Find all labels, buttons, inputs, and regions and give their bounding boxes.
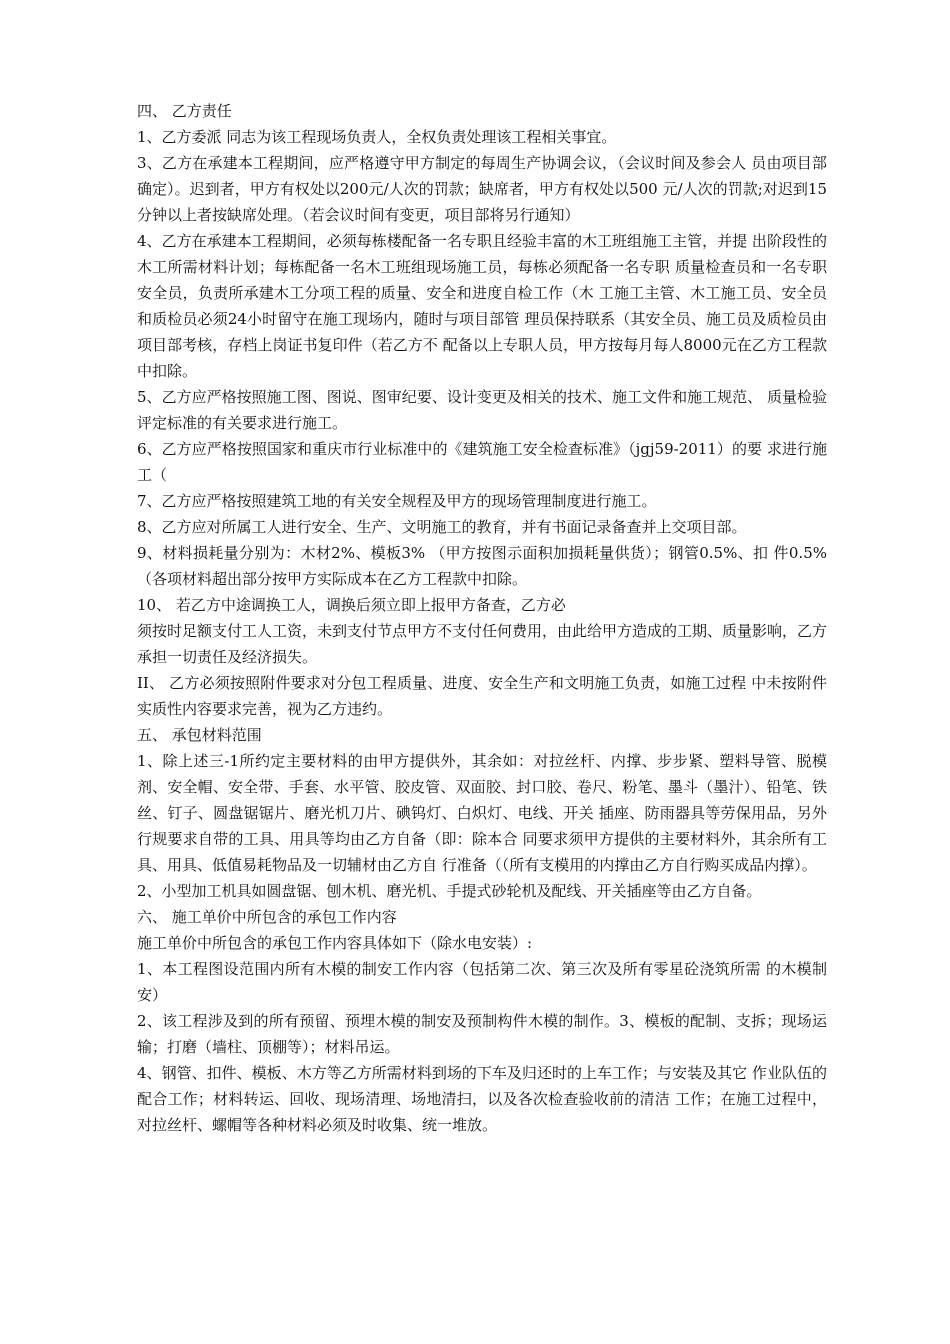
- section-4-item-10: 10、 若乙方中途调换工人，调换后须立即上报甲方备查，乙方必: [137, 596, 566, 614]
- section-6-item-2: 2、该工程涉及到的所有预留、预埋木模的制安及预制构件木模的制作。3、模板的配制、支拆；现场运输；打磨（墙柱、顶棚等）；材料吊运。: [137, 1012, 827, 1056]
- section-6-item-4: 4、钢管、扣件、模板、木方等乙方所需材料到场的下车及归还时的上车工作；与安装及其它 作业队伍的配合工作；材料转运、回收、现场清理、场地清扫，以及各次检查验收前的清洁 工作；在施工过程中，对拉丝杆、螺帽等各种材料必须及时收集、统一堆放。: [137, 1064, 827, 1134]
- section-4-heading: 四、 乙方责任: [137, 102, 232, 120]
- section-6-item-1: 1、本工程图设范围内所有木模的制安工作内容（包括第二次、第三次及所有零星砼浇筑所需 的木模制安）: [137, 960, 827, 1004]
- section-6-heading: 六、 施工单价中所包含的承包工作内容: [137, 908, 397, 926]
- section-5-item-1: 1、除上述三-1所约定主要材料的由甲方提供外，其余如：对拉丝杆、内撑、步步紧、塑料导管、脱模剂、安全帽、安全带、手套、水平管、胶皮管、双面胶、封口胶、卷尺、粉笔、墨斗（墨汁）、铅笔、铁丝、钉子、圆盘锯锯片、磨光机刀片、碘钨灯、白炽灯、电线、开关 插座、防雨器具等劳保用品，另外行规要求自带的工具、用具等均由乙方自备（即：除本合 同要求须甲方提供的主要材料外，其余所有工具、用具、低值易耗物品及一切辅材由乙方自 行准备（（所有支模用的内撑由乙方自行购买成品内撑）。: [137, 752, 827, 874]
- section-5: [137, 722, 827, 904]
- section-4-item-10-cont: 须按时足额支付工人工资，未到支付节点甲方不支付任何费用，由此给甲方造成的工期、质量影响，乙方承担一切责任及经济损失。: [137, 622, 828, 666]
- section-4-item-4: 4、乙方在承建本工程期间，必须每栋楼配备一名专职且经验丰富的木工班组施工主管，并提 出阶段性的木工所需材料计划；每栋配备一名木工班组现场施工员，每栋必须配备一名专职 质量检查员和一名专职安全员，负责所承建木工分项工程的质量、安全和进度自检工作（木 工施工主管、木工施工员、安全员和质检员必须24小时留守在施工现场内，随时与项目部管 理员保持联系（其安全员、施工员及质检员由项目部考核，存档上岗证书复印件（若乙方不 配备以上专职人员，甲方按每月每人8000元在乙方工程款中扣除。: [137, 232, 827, 380]
- section-6: [137, 904, 827, 1138]
- section-4-item-11: II、 乙方必须按照附件要求对分包工程质量、进度、安全生产和文明施工负责，如施工过程 中未按附件实质性内容要求完善，视为乙方违约。: [137, 674, 827, 718]
- section-6-intro: 施工单价中所包含的承包工作内容具体如下（除水电安装）:: [137, 934, 533, 952]
- section-4-item-1: 1、乙方委派 同志为该工程现场负责人，全权负责处理该工程相关事宜。: [137, 128, 617, 146]
- section-5-heading: 五、 承包材料范围: [137, 726, 262, 744]
- document-page: [137, 98, 827, 1138]
- section-4: [137, 98, 827, 722]
- section-4-item-9: 9、材料损耗量分别为：木材2%、模板3% （甲方按图示面积加损耗量供货）；钢管0.5%、扣 件0.5%（各项材料超出部分按甲方实际成本在乙方工程款中扣除。: [137, 544, 827, 588]
- section-4-item-5: 5、乙方应严格按照施工图、图说、图审纪要、设计变更及相关的技术、施工文件和施工规范、 质量检验评定标准的有关要求进行施工。: [137, 388, 827, 432]
- section-4-item-7: 7、乙方应严格按照建筑工地的有关安全规程及甲方的现场管理制度进行施工。: [137, 492, 657, 510]
- section-5-item-2: 2、小型加工机具如圆盘锯、刨木机、磨光机、手提式砂轮机及配线、开关插座等由乙方自备。: [137, 882, 762, 900]
- section-4-item-3: 3、乙方在承建本工程期间，应严格遵守甲方制定的每周生产协调会议，（会议时间及参会人 员由项目部确定）。迟到者，甲方有权处以200元/人次的罚款；缺席者，甲方有权处以500 元/人次的罚款;对迟到15分钟以上者按缺席处理。（若会议时间有变更，项目部将另行通知）: [137, 154, 827, 224]
- section-4-item-8: 8、乙方应对所属工人进行安全、生产、文明施工的教育，并有书面记录备查并上交项目部。: [137, 518, 747, 536]
- section-4-item-6: 6、乙方应严格按照国家和重庆市行业标准中的《建筑施工安全检查标准》（jgj59-2011）的要 求进行施工（: [137, 440, 827, 484]
